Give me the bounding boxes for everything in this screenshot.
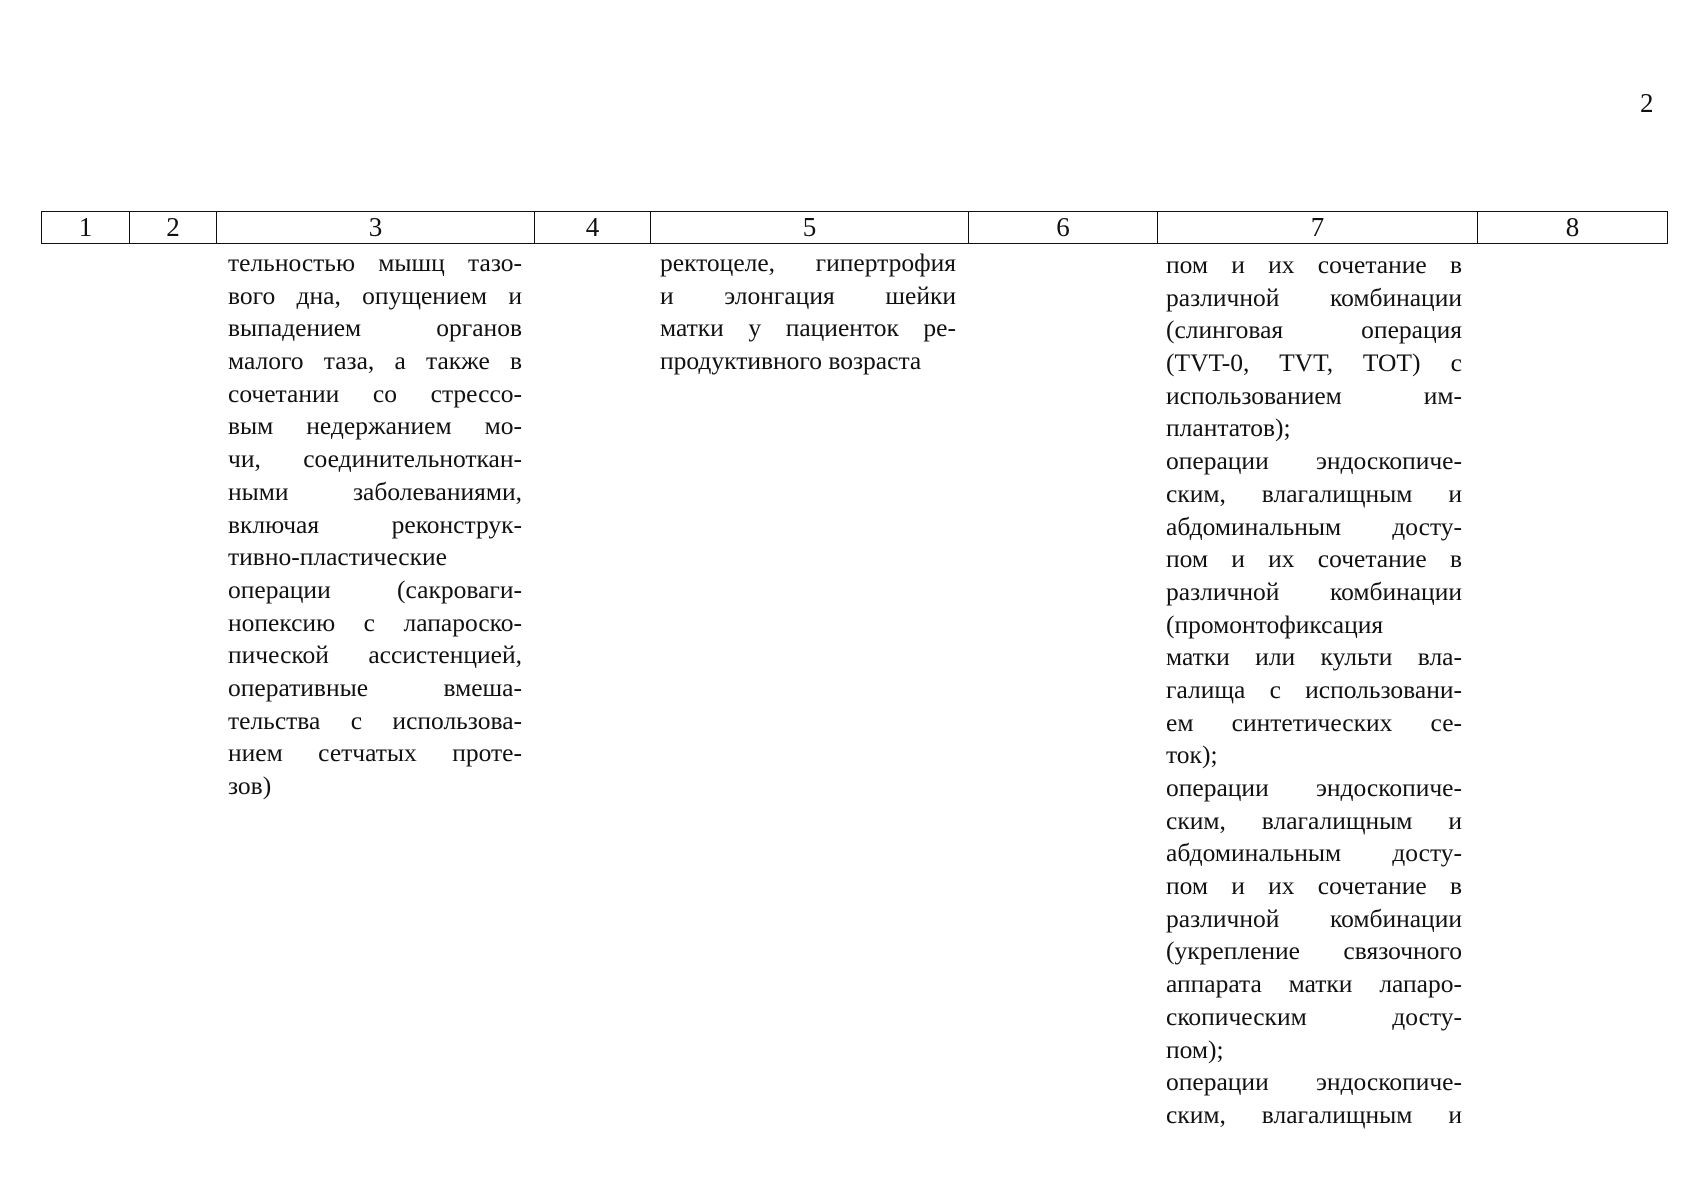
text-line: ректоцеле, гипертрофия [660, 248, 956, 277]
text-line: ток); [1166, 740, 1218, 770]
text-line: (промонтофиксация [1166, 609, 1384, 639]
text-line: матки у пациенток ре- [660, 313, 956, 343]
text-line: вым недержанием мо- [228, 411, 522, 441]
column-header-8: 8 [1478, 212, 1668, 244]
column-header-6: 6 [969, 212, 1158, 244]
text-line: (TVT-0, TVT, TOT) с [1166, 348, 1462, 378]
text-line: аппарата матки лапаро- [1166, 969, 1462, 999]
column-header-2: 2 [130, 212, 217, 244]
text-line: и элонгация шейки [660, 280, 956, 310]
text-line: ским, влагалищным и [1166, 805, 1462, 835]
column-header-5: 5 [651, 212, 969, 244]
text-line: абдоминальным досту- [1166, 838, 1462, 868]
text-line: включая реконструк- [228, 509, 522, 539]
page-number: 2 [1640, 88, 1654, 118]
text-line: сочетании со стрессо- [228, 378, 522, 408]
text-line: различной комбинации [1166, 903, 1462, 933]
text-line: вого дна, опущением и [228, 280, 522, 310]
text-line: продуктивного возраста [660, 346, 922, 376]
column-header-7: 7 [1158, 212, 1478, 244]
text-line: ским, влагалищным и [1166, 1099, 1462, 1129]
column-3-text [228, 247, 522, 803]
text-line: абдоминальным досту- [1166, 511, 1462, 541]
text-line: галища с использовани- [1166, 674, 1462, 704]
text-line: тельностью мышц тазо- [228, 248, 522, 277]
text-line: (укрепление связочного [1166, 936, 1462, 966]
text-line: плантатов); [1166, 413, 1291, 443]
text-line: нием сетчатых проте- [228, 738, 522, 768]
text-line: малого таза, а также в [228, 346, 522, 376]
column-header-3: 3 [217, 212, 535, 244]
text-line: (слинговая операция [1166, 315, 1462, 345]
text-line: ными заболеваниями, [228, 476, 522, 506]
text-line: операции эндоскопиче- [1166, 1067, 1462, 1097]
text-line: операции эндоскопиче- [1166, 446, 1462, 476]
text-line: тельства с использова- [228, 705, 522, 735]
text-line: оперативные вмеша- [228, 672, 522, 702]
text-line: различной комбинации [1166, 576, 1462, 606]
column-number-header [41, 211, 1668, 244]
column-5-text [660, 247, 956, 378]
text-line: ем синтетических се- [1166, 707, 1462, 737]
column-header-1: 1 [42, 212, 130, 244]
text-line: выпадением органов [228, 313, 522, 343]
text-line: пической ассистенцией, [228, 640, 522, 670]
text-line: скопическим досту- [1166, 1001, 1462, 1031]
text-line: операции (сакроваги- [228, 574, 522, 604]
column-7-text [1166, 249, 1462, 1132]
text-line: нопексию с лапароско- [228, 607, 522, 637]
text-line: использованием им- [1166, 380, 1462, 410]
text-line: матки или культи вла- [1166, 642, 1462, 672]
text-line: пом); [1166, 1034, 1224, 1064]
text-line: чи, соединительноткан- [228, 444, 522, 474]
text-line: пом и их сочетание в [1166, 871, 1462, 901]
text-line: ским, влагалищным и [1166, 478, 1462, 508]
text-line: различной комбинации [1166, 282, 1462, 312]
text-line: пом и их сочетание в [1166, 250, 1462, 279]
column-header-4: 4 [535, 212, 651, 244]
text-line: зов) [228, 771, 272, 800]
text-line: операции эндоскопиче- [1166, 773, 1462, 802]
text-line: тивно-пластические [228, 542, 447, 572]
text-line: пом и их сочетание в [1166, 544, 1462, 574]
